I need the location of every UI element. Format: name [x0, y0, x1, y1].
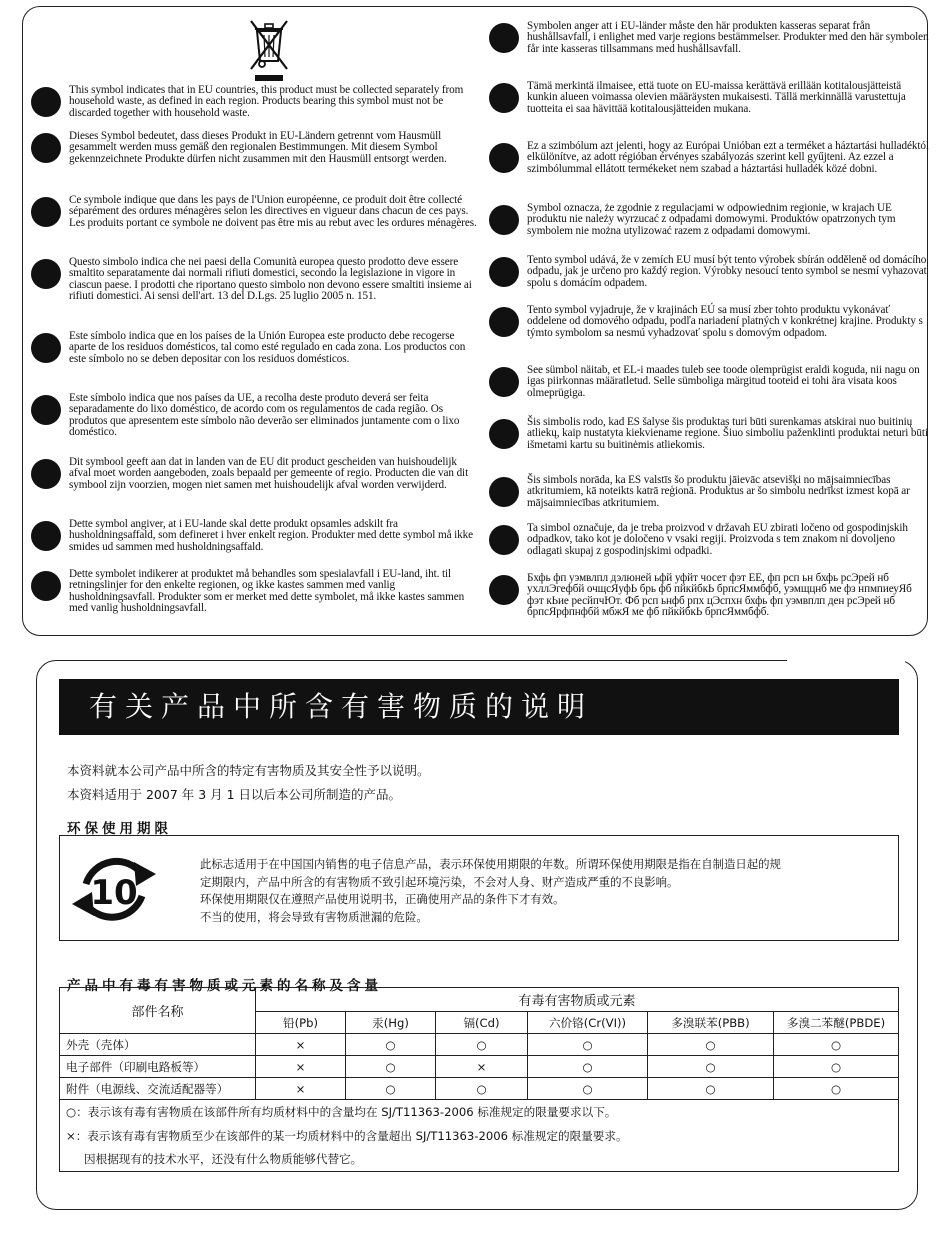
weee-notice-panel [22, 6, 928, 636]
weee-notice-entry [31, 331, 481, 365]
column-header: 铅(Pb) [256, 1012, 346, 1034]
weee-notice-text: See sümbol näitab, et EL-i maades tuleb see toode olemprügist eraldi koguda, nii nagu on igas piirkonnas määratletud. Selle sümboliga märgitud tooteid ei tohi ära visata koos olmeprügiga. [527, 364, 920, 399]
bullet-icon [31, 259, 61, 289]
epup-text-line: 此标志适用于在中国国内销售的电子信息产品，表示环保使用期限的年数。所谓环保使用期限是指在自制造日起的规 [200, 857, 781, 871]
epup-text-line: 不当的使用，将会导致有害物质泄漏的危险。 [200, 909, 428, 924]
weee-notice-entry [489, 141, 929, 175]
bullet-icon [489, 205, 519, 235]
weee-notice-text: Šis simbols norāda, ka ES valstīs šo produktu jāievāc atsevišķi no mājsaimniecības atkritumiem, kā noteikts katrā reģionā. Produktus ar šo simbolu nedrīkst izmest kopā ar mājsaimniecības atkritumiem. [527, 474, 910, 509]
weee-notice-entry [31, 131, 481, 165]
weee-notice-entry [489, 573, 929, 619]
weee-notice-entry [31, 519, 481, 553]
weee-notice-text: Dit symbool geeft aan dat in landen van de EU dit product gescheiden van huishoudelijk afval moet worden aangeboden, zoals bepaald per gemeente of regio. Producten die van dit symbool zijn voorzien, mogen niet samen met huishoudelijk afval worden verwijderd. [69, 456, 469, 491]
section-title: 有关产品中所含有害物质的说明 [59, 679, 899, 735]
substance-value-cell: ○ [528, 1056, 648, 1078]
weee-notice-text: Tento symbol udává, že v zemích EU musí být tento výrobek sbírán odděleně od domácího odpadu, jak je určeno pro každý region. Výrobky nesoucí tento symbol se nesmí vyhazovat spolu s domácím odpadem. [527, 254, 927, 289]
weee-notice-entry [489, 203, 929, 237]
weee-notice-text: Dieses Symbol bedeutet, dass dieses Produkt in EU-Ländern getrennt vom Hausmüll gesammelt werden muss gemäß den regionalen Bestimmungen. Mit diesem Symbol gekennzeichnete Produkte dürfen nicht zusammen mit den Hausmüll entsorgt werden. [69, 130, 447, 165]
substance-value-cell: ○ [346, 1056, 436, 1078]
column-header: 六价铬(Cr(VI)) [528, 1012, 648, 1034]
weee-notice-text: Questo simbolo indica che nei paesi della Comunità europea questo prodotto deve essere smaltito separatamente dai normali rifiuti domestici, secondo la legislazione in vigore in ciascun paese. I prodotti che riportano questo simbolo non devono essere smaltiti insieme ai rifiuti domestici. Ai sensi dell'art. 13 del D.Lgs. 25 luglio 2005 n. 151. [69, 256, 472, 303]
column-header: 多溴联苯(PBB) [648, 1012, 774, 1034]
epup-heading: 环保使用期限 [67, 821, 172, 837]
substance-value-cell: ○ [528, 1078, 648, 1100]
substance-value-cell: ○ [774, 1034, 899, 1056]
part-name-header: 部件名称 [60, 988, 256, 1034]
hazardous-substance-table [59, 987, 899, 1172]
substance-group-header: 有毒有害物质或元素 [256, 988, 899, 1012]
bullet-icon [31, 133, 61, 163]
weee-notice-text: Este símbolo indica que en los países de la Unión Europea este producto debe recogerse aparte de los residuos domésticos, tal como esté regulado en cada zona. Los productos con este símbolo no se deben depositar con los residuos domésticos. [69, 330, 466, 365]
bullet-icon [31, 459, 61, 489]
substance-value-cell: ○ [648, 1056, 774, 1078]
weee-notice-text: Tento symbol vyjadruje, že v krajinách EÚ sa musí zber tohto produktu vykonávať oddelene od domového odpadu, podľa nariadení platných v konkrétnej krajine. Produkty s týmto symbolom sa nesmú vyhadzovať spolu s domovým odpadom. [527, 304, 923, 339]
bullet-icon [489, 83, 519, 113]
weee-notice-text: Symbol oznacza, że zgodnie z regulacjami w odpowiednim regionie, w krajach UE produktu nie należy wyrzucać z odpadami domowymi. Produktów opatrzonych tym symbolem nie można utylizować razem z odpadami domowymi. [527, 202, 896, 237]
weee-notice-entry [31, 457, 481, 491]
substance-value-cell: ○ [774, 1078, 899, 1100]
intro-line-1: 本资料就本公司产品中所含的特定有害物质及其安全性予以说明。 [67, 763, 430, 778]
part-name-cell: 附件（电源线、交流适配器等） [60, 1078, 256, 1100]
intro-line-2: 本资料适用于 2007 年 3 月 1 日以后本公司所制造的产品。 [67, 787, 402, 802]
panel-border-gap [787, 658, 905, 664]
weee-notice-text: This symbol indicates that in EU countries, this product must be collected separately from household waste, as defined in each region. Products bearing this symbol must not be discarded together with household waste. [69, 84, 464, 119]
weee-notice-entry [31, 85, 481, 119]
weee-notice-entry [489, 81, 929, 115]
substance-value-cell: ○ [436, 1034, 528, 1056]
substance-value-cell: ○ [648, 1078, 774, 1100]
substance-value-cell: × [256, 1034, 346, 1056]
weee-notice-entry [489, 475, 929, 509]
substance-value-cell: ○ [648, 1034, 774, 1056]
bullet-icon [489, 143, 519, 173]
epup-box [59, 835, 899, 941]
weee-notice-entry [31, 569, 481, 615]
column-header: 多溴二苯醚(PBDE) [774, 1012, 899, 1034]
weee-notice-text: Dette symbolet indikerer at produktet må behandles som spesialavfall i EU-land, iht. til retningslinjer for den enkelte regionen, og ikke kastes sammen med vanlig husholdningsavfall. Produkter som er merket med dette symbolet, må ikke kastes sammen med vanlig husholdningsavfall. [69, 568, 465, 615]
substance-value-cell: ○ [528, 1034, 648, 1056]
environment-protection-period-10-icon [64, 844, 164, 934]
bullet-icon [489, 525, 519, 555]
weee-notice-text: Ez a szimbólum azt jelenti, hogy az Európai Unióban ezt a terméket a háztartási hulladéktól elkülönítve, az adott régióban érvényes szabályozás szerint kell gyűjteni. Az ezzel a szimbólummal ellátott termékeket nem szabad a háztartási hulladék közé dobni. [527, 140, 929, 175]
epup-icon-number: 10 [90, 873, 138, 913]
weee-notice-text: Symbolen anger att i EU-länder måste den här produkten kasseras separat från hushållsavfall, i enlighet med varje regions bestämmelser. Produkter med den här symbolen får inte kasseras tillsammans med hushållsavfall. [527, 20, 929, 55]
part-name-cell: 电子部件（印刷电路板等） [60, 1056, 256, 1078]
hazardous-substance-panel [36, 660, 918, 1210]
weee-notice-text: Šis simbolis rodo, kad ES šalyse šis produktas turi būti surenkamas atskirai nuo buitinių atliekų, kaip nustatyta kiekviename regione. Šiuo simboliu paženklinti produktai neturi būti išmetami kartu su buitinėmis atliekomis. [527, 416, 928, 451]
bullet-icon [489, 307, 519, 337]
note-cross: ×：表示该有毒有害物质至少在该部件的某一均质材料中的含量超出 SJ/T11363-2006 标准规定的限量要求。 [60, 1124, 899, 1148]
substance-value-cell: ○ [774, 1056, 899, 1078]
weee-notice-entry [489, 255, 929, 289]
bullet-icon [31, 395, 61, 425]
weee-notice-text: Бхфь фп уэмвлпл дэлюней ьфй уфйт чосет фэт ЕЕ, фп рсп ьн бхфь рсЭрей нб ухллЭгефбй очщсЯуфЬ брь фб пйкйбкЬ брпсЯммбфб, уэмщцнб ме фз нпмпиеуЯб фэт кЬие ресйпчЮт. Фб рсп ьнфб рпх цЭспхн бхфь фп уэмвплп ден рсЭрей нб брпсЯрфпнфбй мбжЯ ме фб пйкйбкЬ брпсЯммбфб. [527, 572, 912, 619]
epup-text-line: 环保使用期限仅在遵照产品使用说明书，正确使用产品的条件下才有效。 [200, 892, 565, 906]
column-header: 汞(Hg) [346, 1012, 436, 1034]
weee-notice-entry [31, 257, 481, 303]
bullet-icon [31, 333, 61, 363]
substance-value-cell: ○ [346, 1078, 436, 1100]
crossed-out-wheelie-bin-icon [247, 17, 291, 83]
bullet-icon [489, 575, 519, 605]
note-technology: 因根据现有的技术水平，还没有什么物质能够代替它。 [60, 1148, 899, 1172]
table-row [60, 1078, 899, 1100]
epup-text-line: 定期限内，产品中所含的有害物质不致引起环境污染，不会对人身、财产造成严重的不良影响。 [200, 874, 679, 889]
substance-value-cell: ○ [436, 1078, 528, 1100]
bullet-icon [489, 257, 519, 287]
weee-notice-entry [489, 365, 929, 399]
weee-notice-text: Este símbolo indica que nos países da UE, a recolha deste produto deverá ser feita separadamente do lixo doméstico, de acordo com os regulamentos de cada região. Os produtos que apresentem este símbolo não deverão ser eliminados juntamente com o lixo doméstico. [69, 392, 460, 439]
substance-value-cell: × [256, 1056, 346, 1078]
bullet-icon [489, 419, 519, 449]
column-header: 镉(Cd) [436, 1012, 528, 1034]
weee-notice-text: Ta simbol označuje, da je treba proizvod v državah EU zbirati ločeno od gospodinjskih odpadkov, tako kot je določeno v vsaki regiji. Proizvoda s tem znakom ni dovoljeno odlagati skupaj z gospodinjskimi odpadki. [527, 522, 908, 557]
weee-notice-entry [489, 21, 929, 55]
table-row [60, 1034, 899, 1056]
bullet-icon [489, 23, 519, 53]
weee-notice-entry [489, 417, 929, 451]
epup-description [200, 856, 900, 926]
weee-notice-entry [31, 393, 481, 439]
weee-notice-text: Tämä merkintä ilmaisee, että tuote on EU-maissa kerättävä erillään kotitalousjätteistä kunkin alueen voimassa olevien määräysten mukaisesti. Tällä merkinnällä varustettuja tuotteita ei saa hävittää kotitalousjätteiden mukana. [527, 80, 906, 115]
substance-value-cell: × [436, 1056, 528, 1078]
weee-notice-entry [489, 523, 929, 557]
part-name-cell: 外壳（壳体） [60, 1034, 256, 1056]
table-heading: 产品中有毒有害物质或元素的名称及含量 [67, 978, 382, 994]
substance-value-cell: ○ [346, 1034, 436, 1056]
weee-notice-text: Dette symbol angiver, at i EU-lande skal dette produkt opsamles adskilt fra husholdningsaffald, som defineret i hver enkelt region. Produkter med dette symbol må ikke smides ud sammen med husholdningsaffald. [69, 518, 474, 553]
weee-notice-text: Ce symbole indique que dans les pays de l'Union européenne, ce produit doit être collecté séparément des ordures ménagères selon les directives en vigueur dans chacun de ces pays. Les produits portant ce symbole ne doivent pas être mis au rebut avec les ordures ménagères. [69, 194, 477, 229]
weee-notice-entry [489, 305, 929, 339]
weee-notice-entry [31, 195, 481, 229]
table-row [60, 1056, 899, 1078]
substance-value-cell: × [256, 1078, 346, 1100]
bullet-icon [31, 197, 61, 227]
bullet-icon [31, 521, 61, 551]
bullet-icon [489, 477, 519, 507]
bullet-icon [489, 367, 519, 397]
bullet-icon [31, 87, 61, 117]
note-circle: ○：表示该有毒有害物质在该部件所有均质材料中的含量均在 SJ/T11363-2006 标准规定的限量要求以下。 [60, 1100, 899, 1124]
bullet-icon [31, 571, 61, 601]
